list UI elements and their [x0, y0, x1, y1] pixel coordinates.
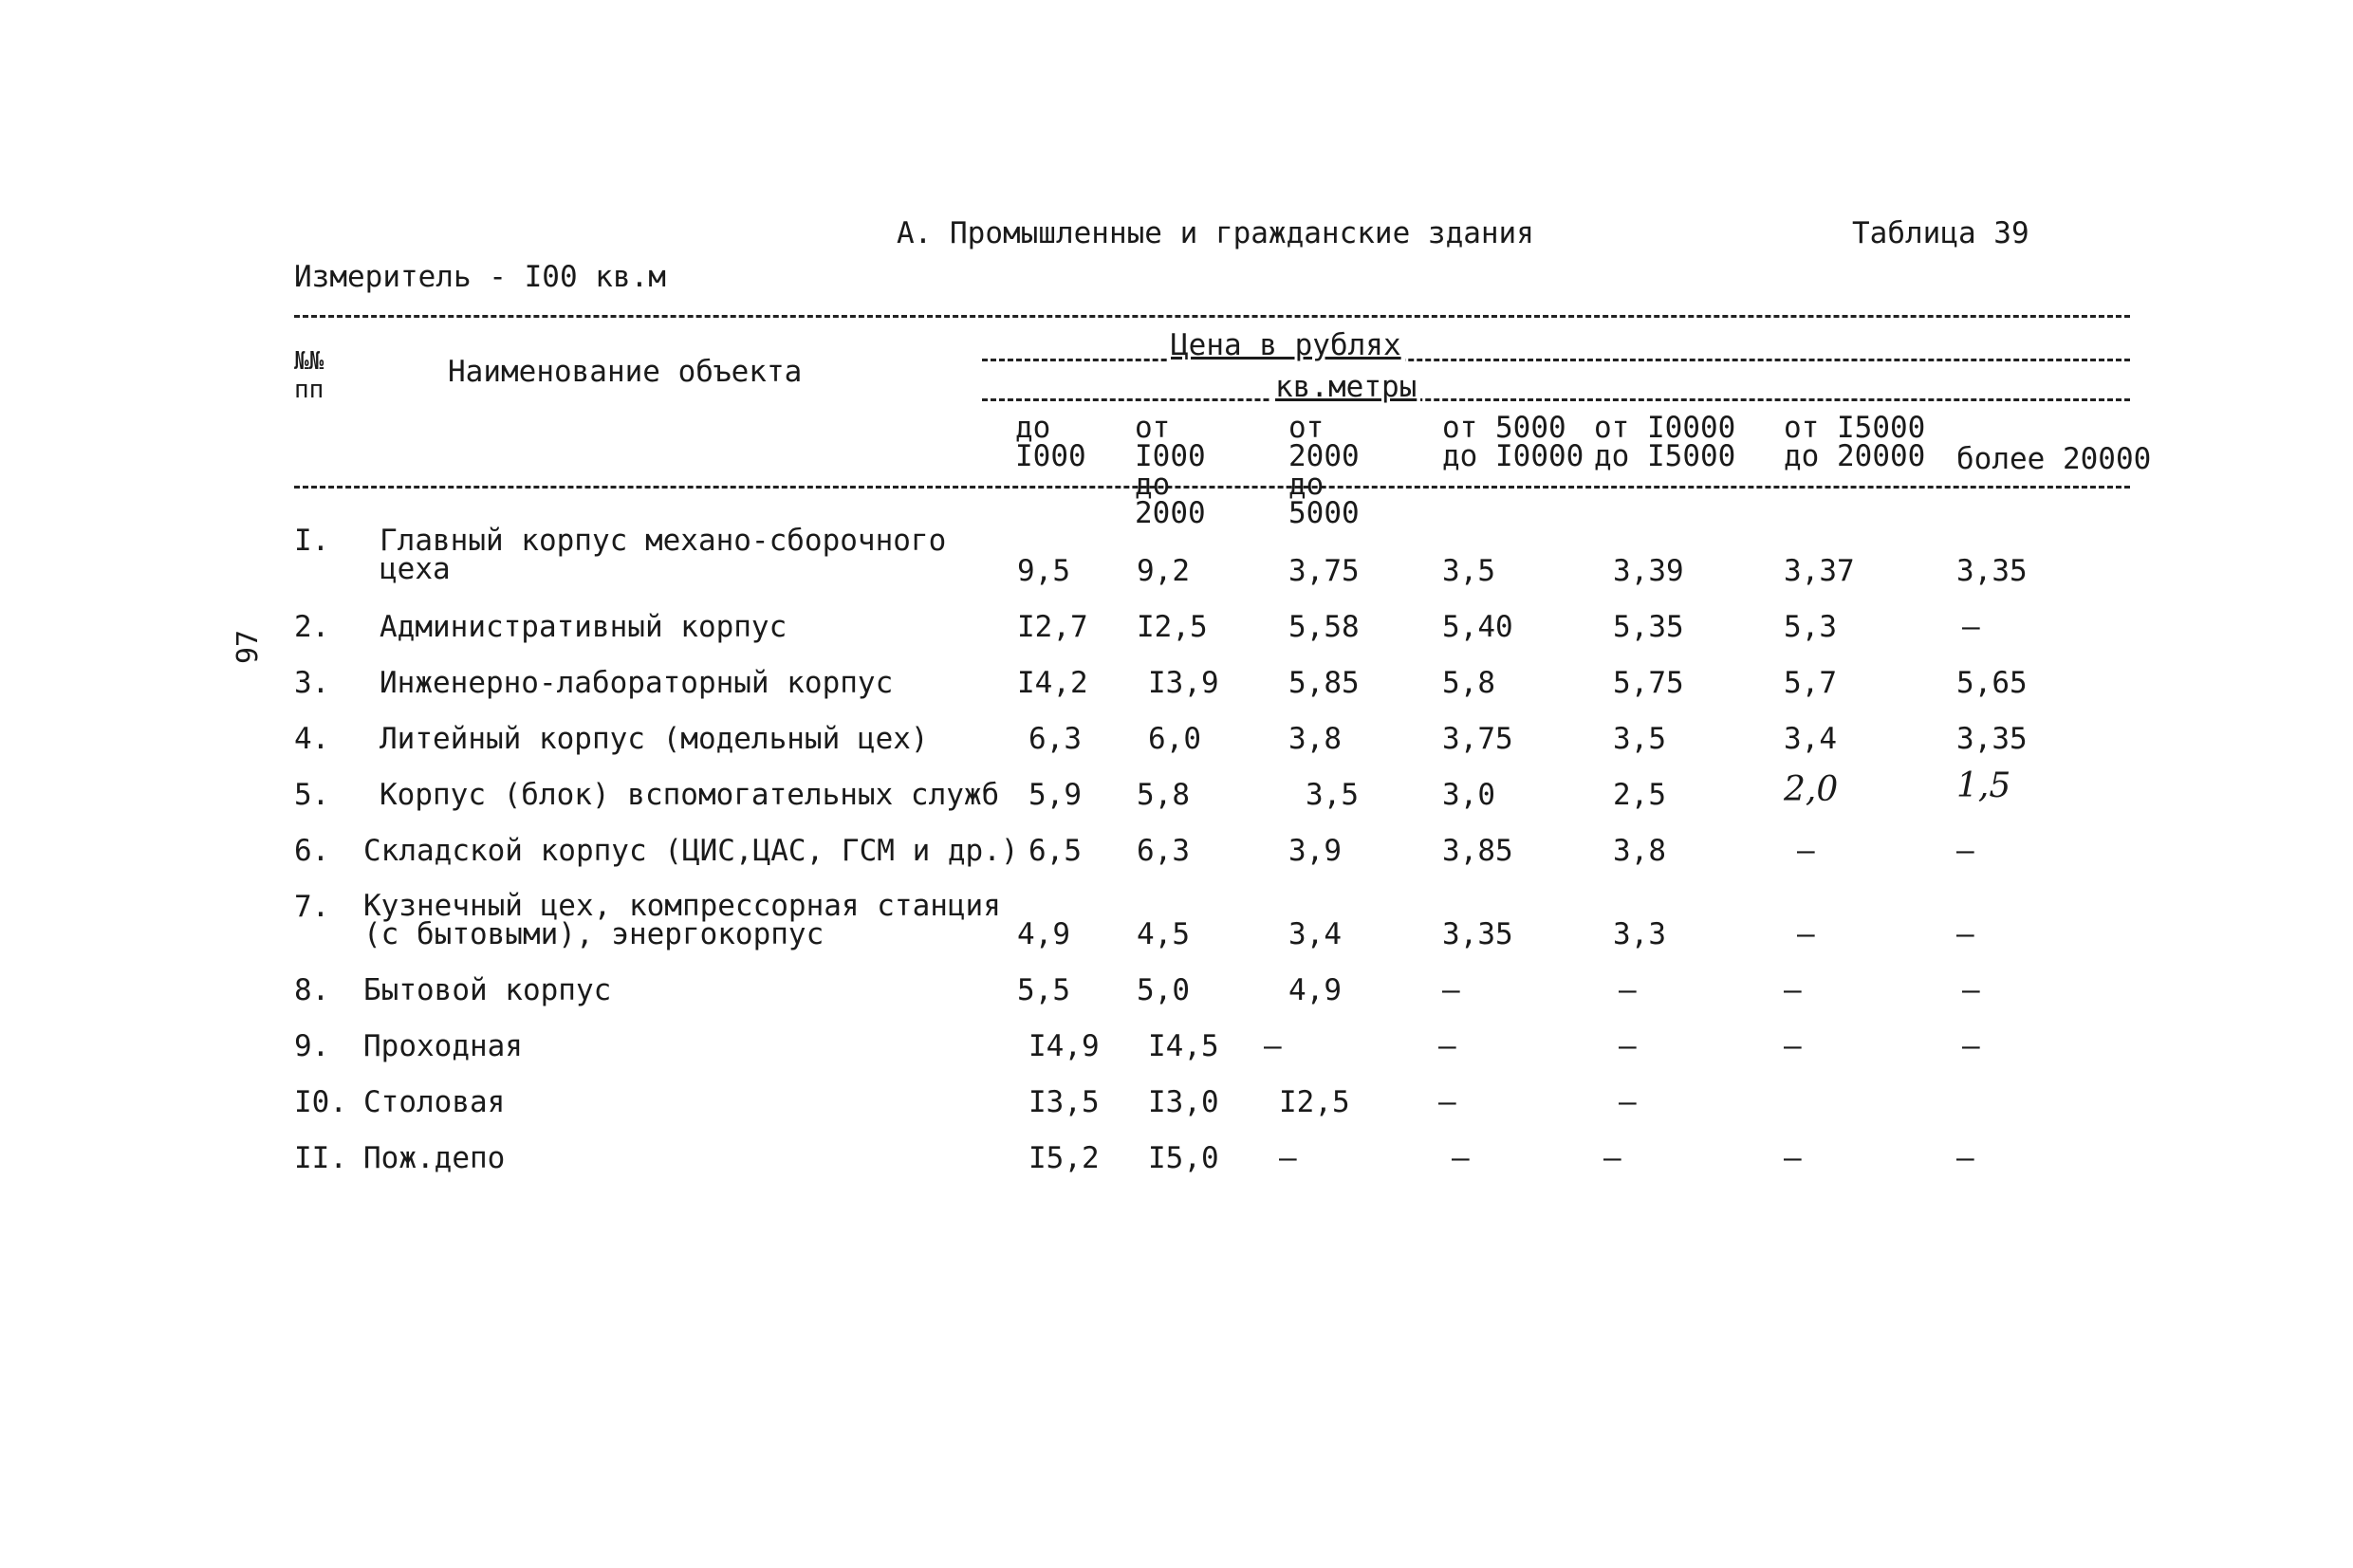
value-cell: 3,35 [1956, 554, 2028, 588]
table-label: Таблица 39 [1852, 216, 2029, 250]
value-cell: – [1784, 1029, 1802, 1063]
value-cell: 5,65 [1956, 666, 2028, 700]
value-cell: 9,5 [1017, 554, 1070, 588]
value-cell: 3,85 [1442, 834, 1513, 868]
value-cell: 4,5 [1137, 917, 1190, 951]
row-number: 2. [294, 610, 330, 644]
side-page-mark: 97 [232, 629, 265, 664]
value-cell: – [1619, 1029, 1637, 1063]
value-cell: 3,8 [1613, 834, 1666, 868]
value-cell: 6,3 [1137, 834, 1190, 868]
value-cell: – [1797, 834, 1815, 868]
value-cell: – [1784, 1141, 1802, 1175]
value-cell: – [1619, 1085, 1637, 1119]
row-number: 4. [294, 722, 330, 756]
price-rule-2 [982, 398, 2130, 401]
row-name: Корпус (блок) вспомогательных служб [380, 778, 1000, 812]
value-cell: 5,8 [1137, 778, 1190, 812]
value-cell: 3,75 [1288, 554, 1360, 588]
value-cell: – [1452, 1141, 1470, 1175]
value-cell: 3,35 [1442, 917, 1513, 951]
price-subheader: кв.метры [1271, 370, 1420, 404]
value-cell: – [1962, 973, 1980, 1007]
row-number: I. [294, 524, 330, 558]
value-cell-handwritten: 1,5 [1956, 766, 2011, 805]
value-cell: 6,3 [1028, 722, 1082, 756]
value-cell: – [1956, 917, 1974, 951]
row-number: 3. [294, 666, 330, 700]
value-cell: 3,9 [1288, 834, 1342, 868]
value-cell: 2,5 [1613, 778, 1666, 812]
value-cell: 3,5 [1613, 722, 1666, 756]
row-number: II. [294, 1141, 347, 1175]
value-cell: I2,5 [1137, 610, 1208, 644]
value-cell-handwritten: 2,0 [1784, 770, 1839, 809]
range-header-4: от 5000 до I0000 [1442, 411, 1584, 473]
value-cell: – [1619, 973, 1637, 1007]
value-cell: 3,5 [1306, 778, 1359, 812]
row-name: Главный корпус механо-сборочного цеха [380, 524, 947, 586]
row-name: Административный корпус [380, 610, 787, 644]
value-cell: I5,0 [1148, 1141, 1219, 1175]
range-header-5: от I0000 до I5000 [1594, 411, 1736, 473]
value-cell: – [1438, 1029, 1456, 1063]
range-header-2: от I000 до 2000 [1135, 411, 1206, 530]
top-rule [294, 315, 2130, 318]
value-cell: 6,5 [1028, 834, 1082, 868]
value-cell: 5,8 [1442, 666, 1495, 700]
value-cell: 4,9 [1017, 917, 1070, 951]
value-cell: I4,9 [1028, 1029, 1100, 1063]
value-cell: 5,35 [1613, 610, 1684, 644]
name-column-header: Наименование объекта [448, 355, 803, 389]
value-cell: I5,2 [1028, 1141, 1100, 1175]
value-cell: I4,5 [1148, 1029, 1219, 1063]
value-cell: – [1956, 834, 1974, 868]
value-cell: I3,9 [1148, 666, 1219, 700]
range-header-6: от I5000 до 20000 [1784, 411, 1926, 473]
range-header-7: более 20000 [1956, 442, 2152, 476]
row-number: 5. [294, 778, 330, 812]
value-cell: I3,5 [1028, 1085, 1100, 1119]
value-cell: 5,0 [1137, 973, 1190, 1007]
value-cell: 5,3 [1784, 610, 1837, 644]
row-name: Литейный корпус (модельный цех) [380, 722, 929, 756]
value-cell: – [1279, 1141, 1297, 1175]
value-cell: 4,9 [1288, 973, 1342, 1007]
range-header-3: от 2000 до 5000 [1288, 411, 1360, 530]
value-cell: – [1956, 1141, 1974, 1175]
value-cell: 6,0 [1148, 722, 1201, 756]
row-number: 6. [294, 834, 330, 868]
row-name: Пож.депо [363, 1141, 506, 1175]
row-name: Проходная [363, 1029, 523, 1063]
row-name: Инженерно-лабораторный корпус [380, 666, 894, 700]
row-number: 9. [294, 1029, 330, 1063]
value-cell: – [1962, 1029, 1980, 1063]
price-rule-1 [982, 359, 2130, 361]
value-cell: 5,75 [1613, 666, 1684, 700]
value-cell: 3,37 [1784, 554, 1855, 588]
value-cell: 3,0 [1442, 778, 1495, 812]
row-number: I0. [294, 1085, 347, 1119]
value-cell: – [1603, 1141, 1621, 1175]
value-cell: 5,40 [1442, 610, 1513, 644]
value-cell: 9,2 [1137, 554, 1190, 588]
section-title: А. Промышленные и гражданские здания [897, 216, 1534, 250]
value-cell: I2,5 [1279, 1085, 1350, 1119]
row-name: Кузнечный цех, компрессорная станция (с бытовыми), энергокорпус [363, 889, 1001, 951]
row-name: Столовая [363, 1085, 506, 1119]
value-cell: – [1797, 917, 1815, 951]
value-cell: 5,85 [1288, 666, 1360, 700]
value-cell: 5,5 [1017, 973, 1070, 1007]
value-cell: – [1442, 973, 1460, 1007]
value-cell: 3,3 [1613, 917, 1666, 951]
value-cell: 3,75 [1442, 722, 1513, 756]
value-cell: 5,9 [1028, 778, 1082, 812]
price-header: Цена в рублях [1167, 328, 1405, 362]
value-cell: 3,4 [1288, 917, 1342, 951]
value-cell: – [1962, 610, 1980, 644]
value-cell: – [1784, 973, 1802, 1007]
value-cell: 3,5 [1442, 554, 1495, 588]
value-cell: I2,7 [1017, 610, 1088, 644]
value-cell: – [1438, 1085, 1456, 1119]
row-name: Бытовой корпус [363, 973, 612, 1007]
row-number: 8. [294, 973, 330, 1007]
value-cell: I3,0 [1148, 1085, 1219, 1119]
range-header-1: до I000 [1015, 411, 1086, 473]
value-cell: 5,58 [1288, 610, 1360, 644]
value-cell: 3,39 [1613, 554, 1684, 588]
unit-label: Измеритель - I00 кв.м [294, 260, 666, 294]
value-cell: 3,4 [1784, 722, 1837, 756]
value-cell: I4,2 [1017, 666, 1088, 700]
num-column-header: №№ пп [294, 347, 324, 404]
row-name: Складской корпус (ЦИС,ЦАС, ГСМ и др.) [363, 834, 1019, 868]
value-cell: 3,35 [1956, 722, 2028, 756]
value-cell: 5,7 [1784, 666, 1837, 700]
value-cell: 3,8 [1288, 722, 1342, 756]
value-cell: – [1264, 1029, 1282, 1063]
row-number: 7. [294, 890, 330, 924]
